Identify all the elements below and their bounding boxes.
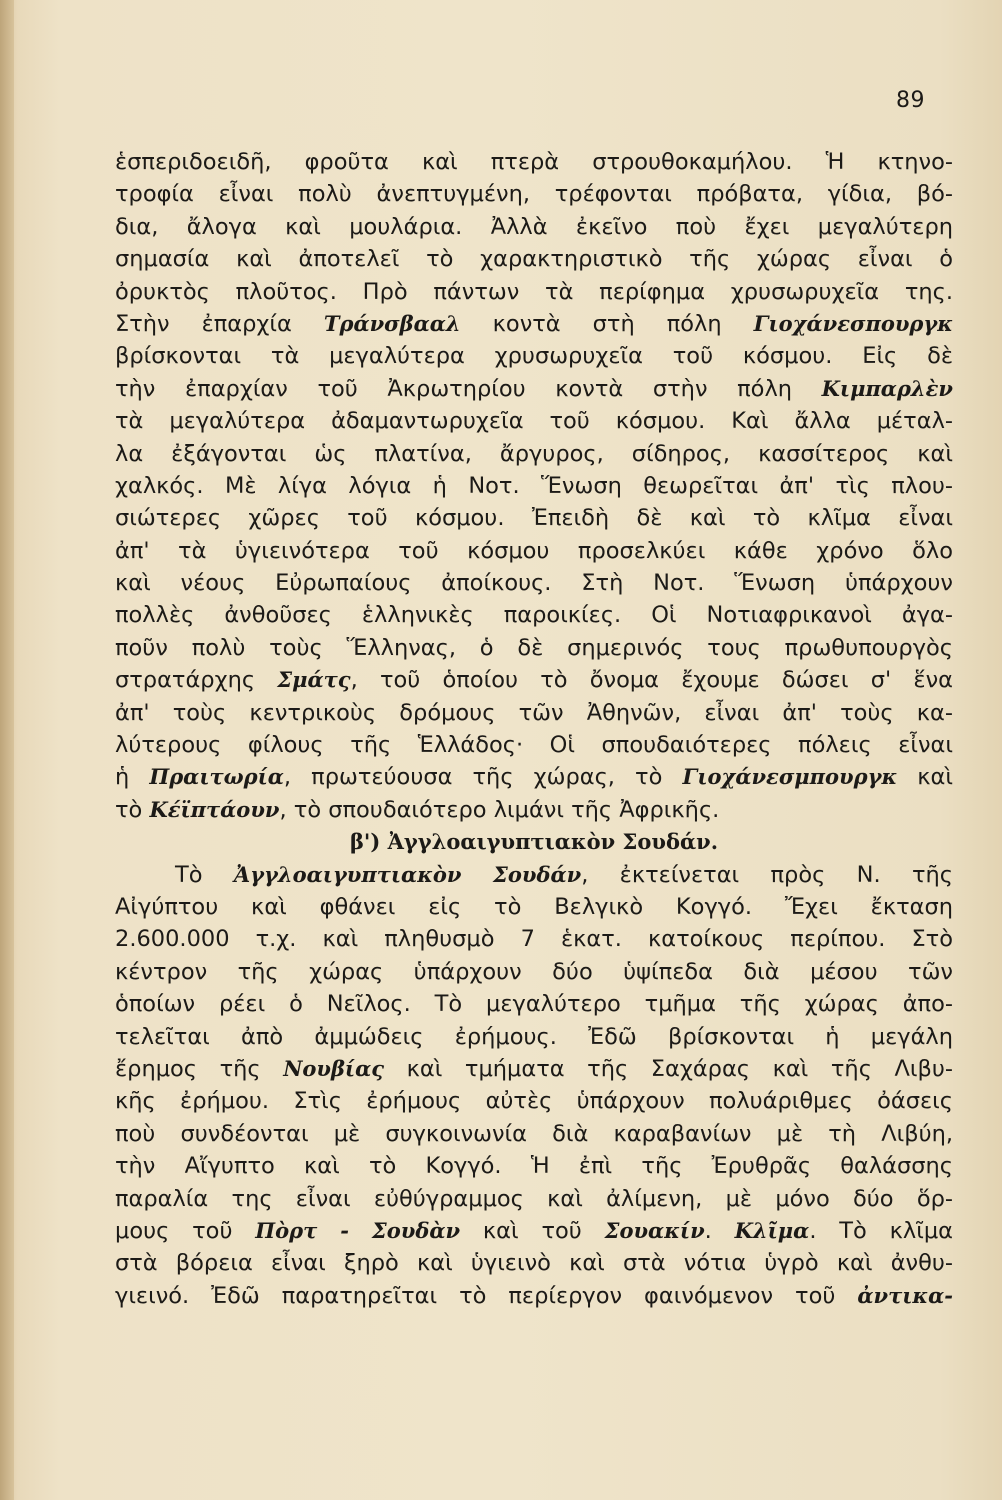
country-name: Ἀγγλοαιγυπτιακὸν Σουδάν: [233, 861, 582, 887]
person-name: Σμάτς: [277, 667, 351, 693]
text-line: Τὸ Ἀγγλοαιγυπτιακὸν Σουδάν, ἐκτείνεται πρὸς Ν. τῆς: [175, 861, 953, 888]
text-line: χαλκός. Μὲ λίγα λόγια ἡ Νοτ. Ἕνωση θεωρεῖται ἀπ' τὶς πλου-: [115, 472, 953, 499]
text-line: ἑσπεριδοειδῆ, φροῦτα καὶ πτερὰ στρουθοκαμήλου. Ἡ κτηνο-: [115, 149, 953, 175]
text-line: λα ἐξάγονται ὡς πλατίνα, ἄργυρος, σίδηρος, κασσίτερος καὶ: [115, 440, 953, 467]
place-name: Πὸρτ - Σουδὰν: [255, 1217, 461, 1243]
text-line: ὀρυκτὸς πλοῦτος. Πρὸ πάντων τὰ περίφημα χρυσωρυχεῖα της.: [115, 278, 953, 305]
place-name: Κιμπαρλὲν: [821, 375, 953, 401]
text-line: λύτερους φίλους τῆς Ἑλλάδος· Οἱ σπουδαιότερες πόλεις εἶναι: [115, 732, 953, 759]
place-name: Κέϊπτάουν: [149, 796, 280, 822]
body-text: [115, 146, 953, 1312]
text-line: καὶ νέους Εὐρωπαίους ἀποίκους. Στὴ Νοτ. Ἕνωση ὑπάρχουν: [115, 570, 953, 597]
text-line: Στὴν ἐπαρχία Τράνσβααλ κοντὰ στὴ πόλη Γιοχάνεσπουργκ: [115, 310, 953, 337]
subheading-klima: Κλῖμα: [734, 1217, 810, 1243]
text-line: κέντρον τῆς χώρας ὑπάρχουν δύο ὑψίπεδα διὰ μέσου τῶν: [115, 958, 953, 985]
place-name: Σουακίν: [604, 1217, 705, 1243]
text-line: βρίσκονται τὰ μεγαλύτερα χρυσωρυχεῖα τοῦ κόσμου. Εἰς δὲ: [115, 343, 953, 370]
text-line: τελεῖται ἀπὸ ἀμμώδεις ἐρήμους. Ἐδῶ βρίσκονται ἡ μεγάλη: [115, 1023, 953, 1050]
text-line: ἔρημος τῆς Νουβίας καὶ τμήματα τῆς Σαχάρας καὶ τῆς Λιβυ-: [115, 1055, 953, 1082]
text-line: τὴν Αἴγυπτο καὶ τὸ Κογγό. Ἡ ἐπὶ τῆς Ἐρυθρᾶς θαλάσσης: [115, 1153, 953, 1180]
text-line: σημασία καὶ ἀποτελεῖ τὸ χαρακτηριστικὸ τῆς χώρας εἶναι ὁ: [115, 246, 953, 273]
text-line: τὴν ἐπαρχίαν τοῦ Ἀκρωτηρίου κοντὰ στὴν πόλη Κιμπαρλὲν: [115, 375, 953, 402]
place-name: Γιοχάνεσπουργκ: [753, 310, 953, 336]
text-line: γιεινό. Ἐδῶ παρατηρεῖται τὸ περίεργον φαινόμενον τοῦ ἀντικα-: [115, 1282, 953, 1309]
text-line: στρατάρχης Σμάτς, τοῦ ὁποίου τὸ ὄνομα ἔχουμε δώσει σ' ἕνα: [115, 667, 953, 694]
place-name: Πραιτωρία: [149, 764, 284, 790]
text-line: κῆς ἐρήμου. Στὶς ἐρήμους αὐτὲς ὑπάρχουν πολυάριθμες ὀάσεις: [115, 1088, 953, 1115]
emphasis-term: ἀντικα-: [857, 1282, 953, 1308]
text-line: ποὺ συνδέονται μὲ συγκοινωνία διὰ καραβανίων μὲ τὴ Λιβύη,: [115, 1120, 953, 1147]
place-name: Τράνσβααλ: [323, 310, 461, 336]
text-line: Αἰγύπτου καὶ φθάνει εἰς τὸ Βελγικὸ Κογγό. Ἔχει ἔκταση: [115, 893, 953, 920]
text-line: στὰ βόρεια εἶναι ξηρὸ καὶ ὑγιεινὸ καὶ στὰ νότια ὑγρὸ καὶ ἀνθυ-: [115, 1250, 953, 1277]
text-line: ποῦν πολὺ τοὺς Ἕλληνας, ὁ δὲ σημερινός τους πρωθυπουργὸς: [115, 634, 953, 661]
place-name: Νουβίας: [283, 1055, 385, 1081]
page-gutter: [0, 0, 14, 1500]
text-line: ἡ Πραιτωρία, πρωτεύουσα τῆς χώρας, τὸ Γιοχάνεσμπουργκ καὶ: [115, 764, 954, 791]
place-name: Γιοχάνεσμπουργκ: [682, 764, 898, 790]
page-number: 89: [896, 88, 925, 113]
text-line: σιώτερες χῶρες τοῦ κόσμου. Ἐπειδὴ δὲ καὶ τὸ κλῖμα εἶναι: [115, 505, 953, 532]
text-line: ἀπ' τοὺς κεντρικοὺς δρόμους τῶν Ἀθηνῶν, εἶναι ἀπ' τοὺς κα-: [115, 699, 953, 726]
text-line: παραλία της εἶναι εὐθύγραμμος καὶ ἀλίμενη, μὲ μόνο δύο ὅρ-: [115, 1185, 953, 1212]
text-line: ὁποίων ρέει ὁ Νεῖλος. Τὸ μεγαλύτερο τμῆμα τῆς χώρας ἀπο-: [115, 991, 953, 1018]
text-line: πολλὲς ἀνθοῦσες ἑλληνικὲς παροικίες. Οἱ Νοτιαφρικανοὶ ἀγα-: [115, 602, 953, 629]
text-line: τὰ μεγαλύτερα ἀδαμαντωρυχεῖα τοῦ κόσμου. Καὶ ἄλλα μέταλ-: [115, 408, 953, 435]
text-line: τροφία εἶναι πολὺ ἀνεπτυγμένη, τρέφονται πρόβατα, γίδια, βό-: [115, 181, 953, 208]
text-line: 2.600.000 τ.χ. καὶ πληθυσμὸ 7 ἑκατ. κατοίκους περίπου. Στὸ: [115, 926, 953, 953]
text-line: τὸ Κέϊπτάουν, τὸ σπουδαιότερο λιμάνι τῆς Ἀφρικῆς.: [115, 796, 720, 823]
text-line: μους τοῦ Πὸρτ - Σουδὰν καὶ τοῦ Σουακίν. Κλῖμα. Τὸ κλῖμα: [115, 1217, 953, 1244]
text-line: δια, ἄλογα καὶ μουλάρια. Ἀλλὰ ἐκεῖνο ποὺ ἔχει μεγαλύτερη: [115, 213, 953, 240]
text-line: ἀπ' τὰ ὑγιεινότερα τοῦ κόσμου προσελκύει κάθε χρόνο ὅλο: [115, 537, 953, 564]
section-heading: β') Ἀγγλοαιγυπτιακὸν Σουδάν.: [349, 829, 719, 855]
